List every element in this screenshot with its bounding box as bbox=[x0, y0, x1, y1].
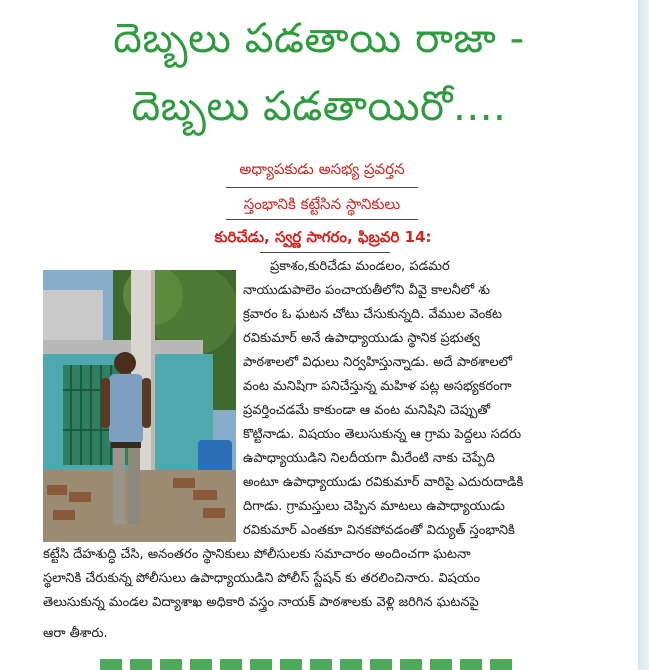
subheading-rule-2 bbox=[226, 219, 418, 220]
article-line: ప్రవర్తించడమే కాకుండా ఆ వంట మనిషిని చెప్పుతో bbox=[243, 403, 491, 418]
article-line: ప్రకాశం,కురిచేడు మండలం, పడమర bbox=[270, 259, 450, 274]
page-edge bbox=[638, 0, 649, 670]
article-line: రవికుమార్ ఎంతకూ వినకపోవడంతో విద్యుత్ స్తంభానికి bbox=[243, 523, 515, 538]
dateline: కురిచేడు, స్వర్ణ సాగరం, ఫిబ్రవరి 14: bbox=[214, 228, 432, 246]
subheading-2: స్తంభానికి కట్టేసిన స్థానికులు bbox=[243, 195, 401, 213]
article-line: దిగాడు. గ్రామస్తులు చెప్పిన మాటలు ఉపాధ్యాయుడు bbox=[243, 499, 505, 514]
article-line: వంట మనిషిగా పనిచేస్తున్న మహిళ పట్ల అసభ్యకరంగా bbox=[243, 379, 512, 394]
article-photo bbox=[43, 270, 236, 542]
article-line: రవికుమార్ అనే ఉపాధ్యాయుడు స్థానిక ప్రభుత్వ bbox=[243, 331, 480, 346]
article-line: అంటూ ఉపాధ్యాయుడు రవికుమార్ వారిపై ఎదురుదాడికి bbox=[243, 475, 524, 490]
article-line: నాయుడుపాలెం పంచాయతీలోని వీవై కాలనీలో శు bbox=[243, 283, 490, 298]
article-line: స్థలానికి చేరుకున్న పోలీసులు ఉపాధ్యాయుడిని పోలీస్ స్టేషన్ కు తరలించినారు. విషయం bbox=[43, 571, 481, 586]
article-line: ఉపాధ్యాయుడిని నిలదీయగా మీరేంటి నాకు చెప్పేది bbox=[243, 451, 495, 466]
subheading-rule-1 bbox=[226, 187, 418, 188]
subheading-1: అధ్యాపకుడు అసభ్య ప్రవర్తన bbox=[239, 160, 405, 178]
headline-line-1: దెబ్బలు పడతాయి రాజా - bbox=[113, 14, 525, 62]
headline-line-2: దెబ్బలు పడతాయిరో.... bbox=[131, 82, 507, 130]
article-line: పాఠశాలలో విధులు నిర్వహిస్తున్నాడు. అదే పాఠశాలలో bbox=[243, 355, 513, 370]
article-line: కట్టేసి దేహశుద్ధి చేసి, అనంతరం స్థానికులు పోలీసులకు సమాచారం అందించగా ఘటనా bbox=[43, 547, 471, 562]
article-line: ఆరా తీశారు. bbox=[43, 626, 108, 641]
dateline-rule bbox=[260, 252, 390, 253]
next-headline-cutoff bbox=[100, 659, 520, 670]
article-line: కొట్టినాడు. విషయం తెలుసుకున్న ఆ గ్రామ పెద్దలు సదరు bbox=[243, 427, 522, 442]
article-line: తెలుసుకున్న మండల విద్యాశాఖ అధికారి వస్త్రం నాయక్ పాఠశాలకు వెళ్లి జరిగిన ఘటనపై bbox=[43, 595, 479, 610]
article-line: క్రవారం ఓ ఘటన చోటు చేసుకున్నది. వేముల వెంకట bbox=[243, 307, 502, 322]
